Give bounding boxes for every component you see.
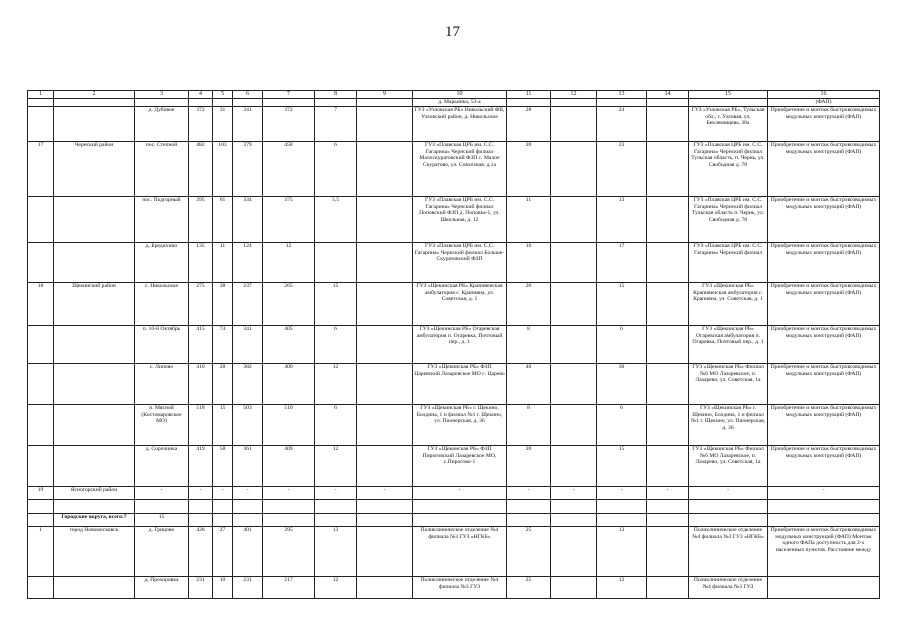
table-cell (357, 142, 413, 197)
table-cell (647, 577, 689, 599)
table-cell: - (213, 487, 233, 500)
table-cell (54, 405, 135, 446)
table-cell: 15 (597, 446, 647, 487)
table-cell (551, 577, 597, 599)
table-cell (54, 326, 135, 364)
table-cell: 7 (315, 107, 357, 142)
table-cell: 17 (597, 243, 647, 283)
table-cell: 13 (597, 527, 647, 577)
table-cell (647, 243, 689, 283)
table-cell: 124 (233, 243, 263, 283)
table-cell (28, 243, 54, 283)
table-cell: - (507, 487, 551, 500)
table-cell: 8 (507, 405, 551, 446)
table-cell: 231 (233, 577, 263, 599)
table-cell: 103 (213, 142, 233, 197)
table-cell (54, 197, 135, 243)
table-cell: 11 (213, 243, 233, 283)
table-cell: 372 (263, 107, 315, 142)
table-cell (597, 99, 647, 107)
table-row (28, 446, 880, 487)
table-cell (551, 364, 597, 405)
table-row (28, 243, 880, 283)
header-cell: 16 (768, 91, 880, 99)
table-cell: 401 (233, 527, 263, 577)
table-cell: 275 (189, 283, 213, 326)
table-cell (647, 142, 689, 197)
table-cell: ГУЗ «Узловская РБ» Никольский ФВ, Узловский район, д. Никольское (413, 107, 507, 142)
table-body (28, 91, 880, 599)
table-cell (189, 99, 213, 107)
header-cell: 5 (213, 91, 233, 99)
table-cell (551, 326, 597, 364)
table-row (28, 405, 880, 446)
table-cell: п. Мясной (Костомаровское МО) (135, 405, 189, 446)
table-cell: 341 (233, 107, 263, 142)
table-cell (28, 326, 54, 364)
table-cell (233, 500, 263, 514)
table-cell: 375 (263, 197, 315, 243)
table-cell: 8 (507, 326, 551, 364)
table-cell (357, 405, 413, 446)
table-cell: 419 (189, 446, 213, 487)
table-cell: - (263, 487, 315, 500)
table-cell: ГУЗ «Щекинская РБ» Крапивенская амбулатория с. Крапивна, ул. Советская, д. 1 (689, 283, 768, 326)
table-cell: Приобретение и монтаж быстровозводимых модульных конструкций (ФАП) (768, 243, 880, 283)
table-cell: 74 (213, 326, 233, 364)
table-cell: 361 (233, 446, 263, 487)
table-cell (28, 405, 54, 446)
table-cell: - (413, 487, 507, 500)
table-cell: 27 (213, 527, 233, 577)
table-cell (213, 500, 233, 514)
table-cell: 231 (189, 577, 213, 599)
table-cell (213, 99, 233, 107)
table-cell: ГУЗ «Щекинская РБ» г. Щекино, Болдина, 1 и филиал №1 г. Щекино, ул. Пионерская, д. 36 (413, 405, 507, 446)
table-cell (551, 107, 597, 142)
table-cell: 5,5 (315, 197, 357, 243)
table-cell: ГУЗ «Щекинская РБ» Огаревская амбулатория п. Огаревка, Почтовый пер., д. 1 (689, 326, 768, 364)
table-cell (28, 99, 54, 107)
header-cell: 4 (189, 91, 213, 99)
table-cell: 12 (315, 577, 357, 599)
table-cell (768, 514, 880, 527)
table-cell (551, 405, 597, 446)
table-cell: 20 (507, 283, 551, 326)
table-cell: город Новомосковск (54, 527, 135, 577)
table-cell: 395 (189, 197, 213, 243)
table-cell: ГУЗ «Плавская ЦРБ им. С.С. Гагарина» Чернский филиал Тульская область, п. Чернь, ул. Свободная д. 78 (689, 142, 768, 197)
table-cell: 11 (507, 197, 551, 243)
table-cell (768, 577, 880, 599)
table-cell: 15 (597, 283, 647, 326)
table-cell (647, 446, 689, 487)
table-cell: 415 (189, 326, 213, 364)
table-cell (315, 99, 357, 107)
table-cell (54, 577, 135, 599)
table-row (28, 326, 880, 364)
table-cell: 1 (28, 527, 54, 577)
table-cell: - (189, 487, 213, 500)
table-cell: 10 (213, 577, 233, 599)
table-cell: 503 (233, 405, 263, 446)
page-number: 17 (445, 24, 460, 40)
table-cell: 372 (189, 107, 213, 142)
header-cell: 13 (597, 91, 647, 99)
table-cell (315, 514, 357, 527)
header-cell: 1 (28, 91, 54, 99)
header-cell: 2 (54, 91, 135, 99)
table-cell: 135 (189, 243, 213, 283)
table-cell: 6 (315, 405, 357, 446)
table-cell: 400 (263, 364, 315, 405)
table-cell (689, 514, 768, 527)
table-cell: ГУЗ «Плавская ЦРБ им. С.С. Гагарина» Чернский филиал Больше-Скуратовский ФЗП (413, 243, 507, 283)
table-cell: 510 (263, 405, 315, 446)
table-cell (357, 197, 413, 243)
table-cell: - (315, 487, 357, 500)
table-cell (551, 142, 597, 197)
table-cell (263, 99, 315, 107)
table-cell: ГУЗ «Щекинская РБ» ФЗП Пироговский Лазаревское МО, с.Пирогово-1 (413, 446, 507, 487)
table-row (28, 577, 880, 599)
header-cell: 14 (647, 91, 689, 99)
table-cell: д. Марьинка, 53-а (413, 99, 507, 107)
table-cell (647, 99, 689, 107)
table-cell (507, 500, 551, 514)
table-cell: Приобретение и монтаж быстровозводимых модульных конструкций (ФАП) (768, 364, 880, 405)
table-cell (54, 99, 135, 107)
table-cell (213, 514, 233, 527)
table-cell: с. Никольское (135, 283, 189, 326)
table-cell: д. Дубовое (135, 107, 189, 142)
table-cell: 25 (507, 527, 551, 577)
table-row (28, 197, 880, 243)
table-row (28, 283, 880, 326)
header-cell: 12 (551, 91, 597, 99)
table-cell: пос. Степной (135, 142, 189, 197)
table-cell (551, 527, 597, 577)
table-cell: Приобретение и монтаж быстровозводимых модульных конструкций (ФАП) (768, 405, 880, 446)
header-cell: 11 (507, 91, 551, 99)
header-cell: 7 (263, 91, 315, 99)
table-row (28, 514, 880, 527)
table-cell: пос. Подгорный (135, 197, 189, 243)
table-cell (135, 99, 189, 107)
table-cell: 18 (28, 283, 54, 326)
table-cell (357, 364, 413, 405)
table-cell (357, 326, 413, 364)
table-cell: 15 (135, 514, 189, 527)
table-cell: 405 (263, 326, 315, 364)
table-cell: 12 (315, 364, 357, 405)
table-cell (357, 500, 413, 514)
header-cell: 8 (315, 91, 357, 99)
table-cell: - (135, 487, 189, 500)
table-cell (233, 514, 263, 527)
table-cell: 379 (233, 142, 263, 197)
table-cell: 38 (213, 283, 233, 326)
table-cell: 31 (213, 107, 233, 142)
table-cell: Приобретение и монтаж быстровозводимых модульных конструкций (ФАП) (768, 142, 880, 197)
table-cell: 410 (189, 364, 213, 405)
table-row (28, 527, 880, 577)
table-cell: ГУЗ «Узловская РБ», Тульская обл., г. Узловая, ул. Беклемищева, 38а (689, 107, 768, 142)
table-cell: п. 10-й Октябрь (135, 326, 189, 364)
table-cell: с. Липово (135, 364, 189, 405)
table-cell: Приобретение и монтаж быстровозводимых модульных конструкций (ФАП) (768, 107, 880, 142)
table-cell (768, 500, 880, 514)
table-cell (551, 243, 597, 283)
table-cell (647, 527, 689, 577)
table-cell (263, 500, 315, 514)
table-cell: ГУЗ «Щекинская РБ» Филиал №6 МО Лазаревское, п. Лазарево, ул. Советская, 1а (689, 446, 768, 487)
table-cell: 30 (597, 364, 647, 405)
table-cell: - (357, 487, 413, 500)
table-cell: Поликлиническое отделение №4 филиала №3 ГУЗ (689, 577, 768, 599)
table-cell: Приобретение и монтаж быстровозводимых модульных конструкций (ФАП) (768, 197, 880, 243)
table-cell: Приобретение и монтаж быстровозводимых модульных конструкций (ФАП) (768, 326, 880, 364)
table-row (28, 500, 880, 514)
table-cell: ГУЗ «Плавская ЦРБ им. С.С. Гагарина» Чернский филиал Тульская область п. Чернь, ул. Свободная д. 78 (689, 197, 768, 243)
table-cell (597, 514, 647, 527)
table-cell (551, 500, 597, 514)
table-cell: 237 (233, 283, 263, 326)
table-cell: Приобретение и монтаж быстровозводимых модульных конструкций (ФАП) (768, 446, 880, 487)
table-cell: 265 (263, 283, 315, 326)
table-cell: 6 (315, 326, 357, 364)
table-cell: - (597, 487, 647, 500)
table-cell (413, 500, 507, 514)
table-cell: - (233, 487, 263, 500)
header-cell: 15 (689, 91, 768, 99)
table-cell: 334 (233, 197, 263, 243)
table-cell: 458 (263, 142, 315, 197)
table-cell (54, 500, 135, 514)
table-cell: 28 (507, 107, 551, 142)
table-cell: Поликлиническое отделение №4 филиала №3 ГУЗ «НГКБ» (413, 527, 507, 577)
table-cell: ГУЗ «Щекинская РБ» Огаревская амбулатория п. Огаревка, Почтовый пер., д. 1 (413, 326, 507, 364)
table-cell (54, 107, 135, 142)
table-cell: Щекинский район (54, 283, 135, 326)
table-cell (357, 577, 413, 599)
table-cell: 17 (28, 142, 54, 197)
table-cell (647, 197, 689, 243)
table-row (28, 364, 880, 405)
table-cell: 217 (263, 577, 315, 599)
table-cell (135, 500, 189, 514)
table-cell: Поликлиническое отделение №4 филиала №3 ГУЗ (413, 577, 507, 599)
table-cell (357, 283, 413, 326)
table-cell: 23 (597, 142, 647, 197)
table-cell: д. Грицово (135, 527, 189, 577)
table-cell: Чернский район (54, 142, 135, 197)
table-cell: Приобретение и монтаж быстровозводимых модульных конструкций (ФАП) (768, 283, 880, 326)
table-cell: ГУЗ «Плавская ЦРБ им. С.С. Гагарина» Чернский филиал Поповский ФЗП д. Поповка-1, ул. Школьная, д. 12 (413, 197, 507, 243)
table-row (28, 142, 880, 197)
table-cell: 341 (233, 326, 263, 364)
table-cell (54, 446, 135, 487)
table-cell: - (551, 487, 597, 500)
table-cell (551, 446, 597, 487)
table-cell: ГУЗ «Щекинская РБ» Филиал №6 МО Лазаревское, п. Лазарево, ул. Советская, 1а (689, 364, 768, 405)
table-cell: 409 (263, 446, 315, 487)
table-cell: 482 (189, 142, 213, 197)
table-row (28, 487, 880, 500)
header-cell: 3 (135, 91, 189, 99)
table-cell: д. Прохоровка (135, 577, 189, 599)
table-cell (28, 446, 54, 487)
table-cell: д. Бредихино (135, 243, 189, 283)
table-row (28, 99, 880, 107)
table-cell: - (768, 487, 880, 500)
table-cell: 13 (315, 527, 357, 577)
table-cell: 12 (263, 243, 315, 283)
table-cell (54, 364, 135, 405)
table-row (28, 107, 880, 142)
table-cell (189, 500, 213, 514)
table-cell (551, 99, 597, 107)
table-cell: 395 (263, 527, 315, 577)
table-cell (28, 514, 54, 527)
table-cell: 20 (507, 446, 551, 487)
table-cell (647, 514, 689, 527)
table-cell: 6 (597, 405, 647, 446)
table-cell: 28 (213, 364, 233, 405)
table-cell: 6 (315, 142, 357, 197)
table-cell (28, 500, 54, 514)
table-cell: 15 (213, 405, 233, 446)
table-cell (357, 514, 413, 527)
table-cell (28, 107, 54, 142)
header-cell: 6 (233, 91, 263, 99)
table-cell (233, 99, 263, 107)
table-cell (647, 364, 689, 405)
table-cell (413, 514, 507, 527)
table-cell: Городские округа, всего:7 (54, 514, 135, 527)
table-cell (357, 99, 413, 107)
table-cell (263, 514, 315, 527)
table-cell (28, 197, 54, 243)
table-cell: 6 (597, 326, 647, 364)
table-cell: д. Сорочинка (135, 446, 189, 487)
table-cell (54, 243, 135, 283)
table-cell (315, 500, 357, 514)
table-cell (507, 514, 551, 527)
table-cell (357, 107, 413, 142)
table-cell (647, 107, 689, 142)
table-cell (357, 243, 413, 283)
table-cell: Ясногорский район (54, 487, 135, 500)
table-cell (507, 99, 551, 107)
header-row (28, 91, 880, 99)
table-cell (189, 514, 213, 527)
table-cell: 24 (597, 107, 647, 142)
table-cell (647, 326, 689, 364)
table-cell (357, 527, 413, 577)
table-cell: ГУЗ «Щекинская РБ» Крапивенская амбулатория с. Крапивна, ул. Советская, д. 1 (413, 283, 507, 326)
table-cell (597, 500, 647, 514)
table-cell (551, 197, 597, 243)
table-cell (647, 405, 689, 446)
table-cell: 25 (507, 577, 551, 599)
table-cell: 13 (597, 197, 647, 243)
table-cell (551, 514, 597, 527)
table-cell: 12 (597, 577, 647, 599)
table-cell: ГУЗ «Щекинская РБ» г. Щекино, Болдина, 1 и филиал №1 г. Щекино, ул. Пионерская, д. 36 (689, 405, 768, 446)
header-cell: 10 (413, 91, 507, 99)
table-cell: ГУЗ «Плавская ЦРБ им. С.С. Гагарина» Чернский филиал (689, 243, 768, 283)
table-cell (689, 500, 768, 514)
table-cell (357, 446, 413, 487)
table-cell: 15 (315, 283, 357, 326)
table-cell (28, 364, 54, 405)
table-cell (689, 99, 768, 107)
table-cell (551, 283, 597, 326)
table-cell (315, 243, 357, 283)
table-cell: 58 (213, 446, 233, 487)
table-cell: 12 (315, 446, 357, 487)
table-cell (647, 500, 689, 514)
table-cell: - (647, 487, 689, 500)
table-cell: (ФАП) (768, 99, 880, 107)
table-cell: 19 (28, 487, 54, 500)
table-cell: 40 (507, 364, 551, 405)
table-cell: 20 (507, 142, 551, 197)
table-cell: Поликлиническое отделение №4 филиала №3 ГУЗ «НГКБ» (689, 527, 768, 577)
data-table (27, 90, 880, 599)
table-cell (28, 577, 54, 599)
table-cell: 382 (233, 364, 263, 405)
table-cell: 16 (507, 243, 551, 283)
table-cell: 61 (213, 197, 233, 243)
table-cell (647, 283, 689, 326)
table-cell: ГУЗ «Щекинская РБ» ФЗП Царевский Лазаревское МО с. Царево (413, 364, 507, 405)
table-cell: 428 (189, 527, 213, 577)
header-cell: 9 (357, 91, 413, 99)
table-cell: ГУЗ «Плавская ЦРБ им. С.С. Гагарина» Чернский филиал Малоскуратовский ФЗП с. Малое Скуратово, ул. Совхозная, д.1а (413, 142, 507, 197)
table-cell: Приобретение и монтаж быстровозводимых модульных конструкций (ФАП) Монтаж одного ФАПа доступность для 2-х населенных пунктов. Расстояние между (768, 527, 880, 577)
table-cell: 518 (189, 405, 213, 446)
table-cell: - (689, 487, 768, 500)
